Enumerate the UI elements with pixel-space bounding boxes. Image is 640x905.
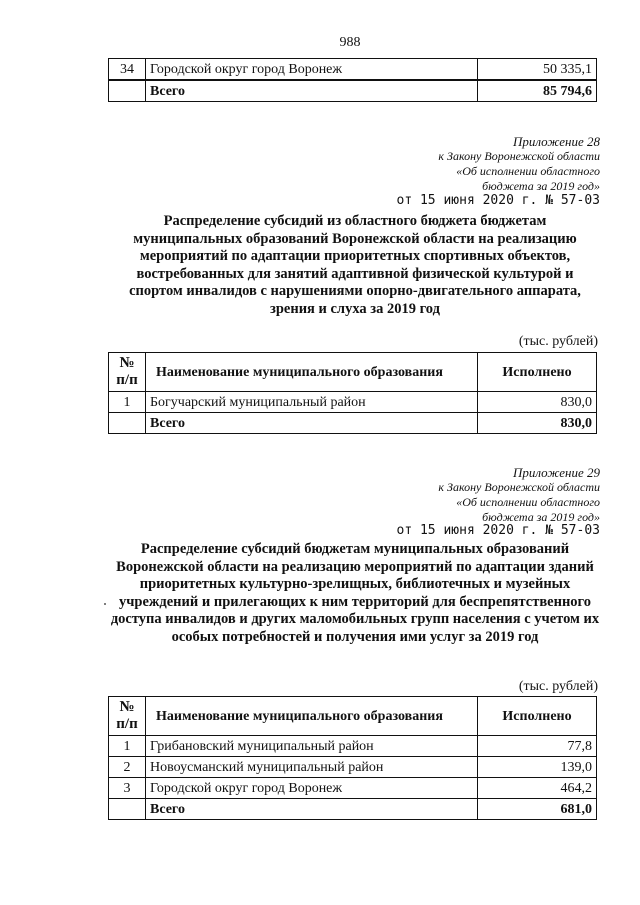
unit-label: (тыс. рублей) bbox=[518, 334, 598, 349]
header-done: Исполнено bbox=[478, 353, 597, 392]
table-header-row bbox=[109, 697, 597, 736]
appendix-title: Приложение 29 bbox=[512, 465, 600, 480]
top-table bbox=[108, 58, 597, 102]
appendix-28-table bbox=[108, 352, 597, 434]
appendix-29-table bbox=[108, 696, 597, 820]
table-row bbox=[109, 59, 597, 81]
appendix-line: бюджета за 2019 год» bbox=[482, 179, 600, 193]
row-number: 34 bbox=[109, 59, 146, 81]
total-label: Всего bbox=[146, 80, 478, 102]
total-row bbox=[109, 799, 597, 820]
row-name: Богучарский муниципальный район bbox=[146, 392, 478, 413]
header-name: Наименование муниципального образования bbox=[146, 697, 478, 736]
header-done: Исполнено bbox=[478, 697, 597, 736]
table-row bbox=[109, 778, 597, 799]
total-value: 830,0 bbox=[478, 413, 597, 434]
appendix-28-block bbox=[340, 134, 600, 194]
row-value: 464,2 bbox=[478, 778, 597, 799]
table-row bbox=[109, 392, 597, 413]
appendix-line: «Об исполнении областного bbox=[456, 164, 600, 178]
appendix-28-heading: Распределение субсидий из областного бюджета бюджетам муниципальных образований Воронежской области на реализацию мероприятий по адаптации приоритетных спортивных объектов, востребованных для занятий адаптивной физической культурой и спортом инвалидов с нарушениями опорно-двигательного аппарата, зрения и слуха за 2019 год bbox=[129, 213, 581, 317]
table-header-row bbox=[109, 353, 597, 392]
total-value: 681,0 bbox=[478, 799, 597, 820]
row-value: 830,0 bbox=[478, 392, 597, 413]
appendix-29-block bbox=[340, 465, 600, 525]
table-row bbox=[109, 757, 597, 778]
total-label: Всего bbox=[146, 413, 478, 434]
unit-label: (тыс. рублей) bbox=[518, 679, 598, 694]
table-row bbox=[109, 736, 597, 757]
row-value: 77,8 bbox=[478, 736, 597, 757]
total-row bbox=[109, 413, 597, 434]
total-empty-cell bbox=[109, 80, 146, 102]
row-name: Городской округ город Воронеж bbox=[146, 778, 478, 799]
total-empty-cell bbox=[109, 413, 146, 434]
page-number: 988 bbox=[339, 35, 361, 50]
row-number: 3 bbox=[109, 778, 146, 799]
total-value: 85 794,6 bbox=[478, 80, 597, 102]
header-number: № п/п bbox=[109, 353, 146, 392]
appendix-line: к Закону Воронежской области bbox=[438, 480, 600, 494]
appendix-title: Приложение 28 bbox=[512, 134, 600, 149]
row-value: 139,0 bbox=[478, 757, 597, 778]
total-row bbox=[109, 80, 597, 102]
appendix-line: бюджета за 2019 год» bbox=[482, 510, 600, 524]
row-name: Новоусманский муниципальный район bbox=[146, 757, 478, 778]
row-name: Городской округ город Воронеж bbox=[146, 59, 478, 81]
row-number: 2 bbox=[109, 757, 146, 778]
header-name: Наименование муниципального образования bbox=[146, 353, 478, 392]
appendix-line: «Об исполнении областного bbox=[456, 495, 600, 509]
row-name: Грибановский муниципальный район bbox=[146, 736, 478, 757]
law-stamp: от 15 июня 2020 г. № 57-03 bbox=[396, 523, 600, 538]
row-value: 50 335,1 bbox=[478, 59, 597, 81]
total-empty-cell bbox=[109, 799, 146, 820]
appendix-line: к Закону Воронежской области bbox=[438, 149, 600, 163]
row-number: 1 bbox=[109, 392, 146, 413]
scan-speck bbox=[104, 603, 106, 605]
total-label: Всего bbox=[146, 799, 478, 820]
law-stamp: от 15 июня 2020 г. № 57-03 bbox=[396, 193, 600, 208]
row-number: 1 bbox=[109, 736, 146, 757]
appendix-29-heading: Распределение субсидий бюджетам муниципальных образований Воронежской области на реализацию мероприятий по адаптации зданий приоритетных культурно-зрелищных, библиотечных и музейных учреждений и прилегающих к ним территорий для беспрепятственного доступа инвалидов и других маломобильных групп населения с учетом их особых потребностей и получения ими услуг за 2019 год bbox=[110, 541, 600, 645]
header-number: № п/п bbox=[109, 697, 146, 736]
